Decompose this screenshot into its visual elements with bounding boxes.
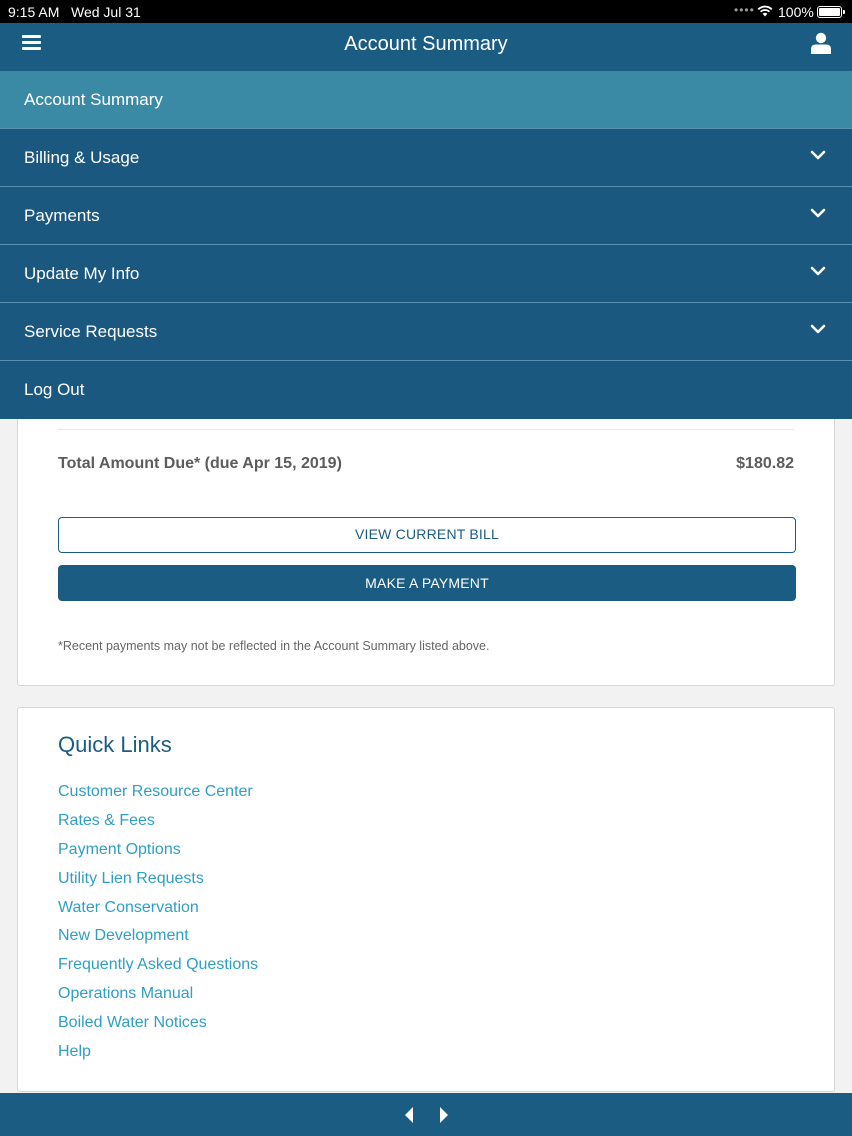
quick-links-title: Quick Links	[58, 732, 172, 757]
view-current-bill-button[interactable]: VIEW CURRENT BILL	[58, 517, 796, 553]
bottom-nav-bar	[0, 1093, 852, 1136]
quick-links-card	[17, 707, 835, 1092]
status-date: Wed Jul 31	[71, 4, 141, 20]
quick-links-list	[58, 783, 258, 1072]
menu-item-label: Billing & Usage	[24, 148, 140, 167]
navigation-menu	[0, 71, 852, 419]
menu-item-update-my-info[interactable]	[0, 245, 852, 303]
page-title: Account Summary	[344, 33, 508, 55]
battery-icon	[817, 6, 842, 18]
status-bar	[0, 0, 852, 23]
quick-link-boiled-water-notices[interactable]: Boiled Water Notices	[58, 1014, 207, 1032]
chevron-down-icon	[810, 323, 826, 335]
user-account-icon[interactable]	[810, 32, 832, 55]
menu-item-label: Account Summary	[24, 90, 163, 109]
app-header	[0, 23, 852, 71]
recent-payments-note: *Recent payments may not be reflected in the Account Summary listed above.	[58, 639, 490, 653]
quick-link-rates-fees[interactable]: Rates & Fees	[58, 811, 155, 829]
chevron-down-icon	[810, 207, 826, 219]
quick-link-utility-lien-requests[interactable]: Utility Lien Requests	[58, 869, 204, 887]
status-time: 9:15 AM	[8, 4, 60, 20]
forward-arrow-icon[interactable]	[438, 1106, 450, 1124]
account-summary-card	[17, 419, 835, 686]
quick-link-new-development[interactable]: New Development	[58, 927, 189, 945]
menu-item-service-requests[interactable]	[0, 303, 852, 361]
make-payment-button[interactable]: MAKE A PAYMENT	[58, 565, 796, 601]
quick-link-customer-resource-center[interactable]: Customer Resource Center	[58, 783, 253, 800]
menu-item-account-summary[interactable]	[0, 71, 852, 129]
menu-item-label: Payments	[24, 206, 100, 225]
signal-dots-icon: ••••	[734, 3, 755, 17]
quick-link-water-conservation[interactable]: Water Conservation	[58, 898, 199, 916]
chevron-down-icon	[810, 149, 826, 161]
menu-item-payments[interactable]	[0, 187, 852, 245]
quick-link-help[interactable]: Help	[58, 1043, 91, 1061]
quick-link-faq[interactable]: Frequently Asked Questions	[58, 956, 259, 974]
menu-item-label: Service Requests	[24, 322, 158, 341]
menu-item-label: Log Out	[24, 380, 85, 399]
total-amount-value: $180.82	[736, 455, 794, 472]
battery-percent: 100%	[778, 4, 814, 20]
quick-link-operations-manual[interactable]: Operations Manual	[58, 985, 194, 1003]
divider	[58, 429, 794, 430]
chevron-down-icon	[810, 265, 826, 277]
menu-item-log-out[interactable]	[0, 361, 852, 419]
back-arrow-icon[interactable]	[403, 1106, 415, 1124]
total-amount-label: Total Amount Due* (due Apr 15, 2019)	[58, 455, 342, 472]
quick-link-payment-options[interactable]: Payment Options	[58, 840, 181, 858]
wifi-icon	[757, 5, 773, 17]
menu-item-label: Update My Info	[24, 264, 140, 283]
menu-item-billing-usage[interactable]	[0, 129, 852, 187]
